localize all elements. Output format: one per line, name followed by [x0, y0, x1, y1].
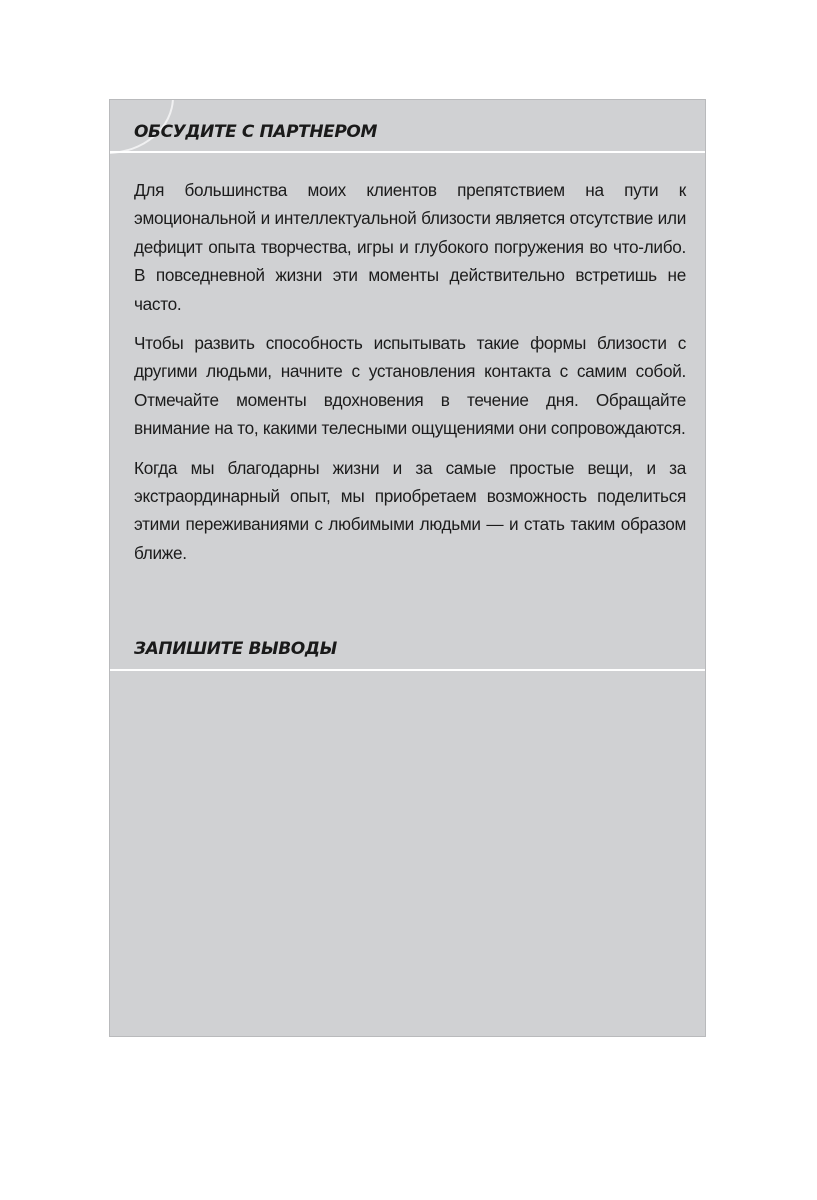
- heading-divider: [110, 151, 705, 153]
- notes-heading: ЗАПИШИТЕ ВЫВОДЫ: [134, 639, 337, 659]
- paragraph: Когда мы благодарны жизни и за самые простые вещи, и за экстраординарный опыт, мы приобретаем возможность поделиться этими переживаниями с любимыми людьми — и стать таким образом ближе.: [134, 457, 686, 563]
- discuss-body: [134, 176, 686, 578]
- notes-area[interactable]: [110, 671, 705, 1036]
- exercise-box: [109, 99, 706, 1037]
- discuss-heading: ОБСУДИТЕ С ПАРТНЕРОМ: [134, 122, 377, 142]
- paragraph: Чтобы развить способность испытывать такие формы близости с другими людьми, начните с установления контакта с самим собой. Отмечайте моменты вдохновения в течение дня. Обращайте внимание на то, какими телесными ощущениями они сопровождаются.: [134, 333, 686, 439]
- paragraph: Для большинства моих клиентов препятствием на пути к эмоциональной и интеллектуальной близости является отсутствие или дефицит опыта творчества, игры и глубокого погружения во что-либо. В повседневной жизни эти моменты действительно встретишь не часто.: [134, 180, 686, 314]
